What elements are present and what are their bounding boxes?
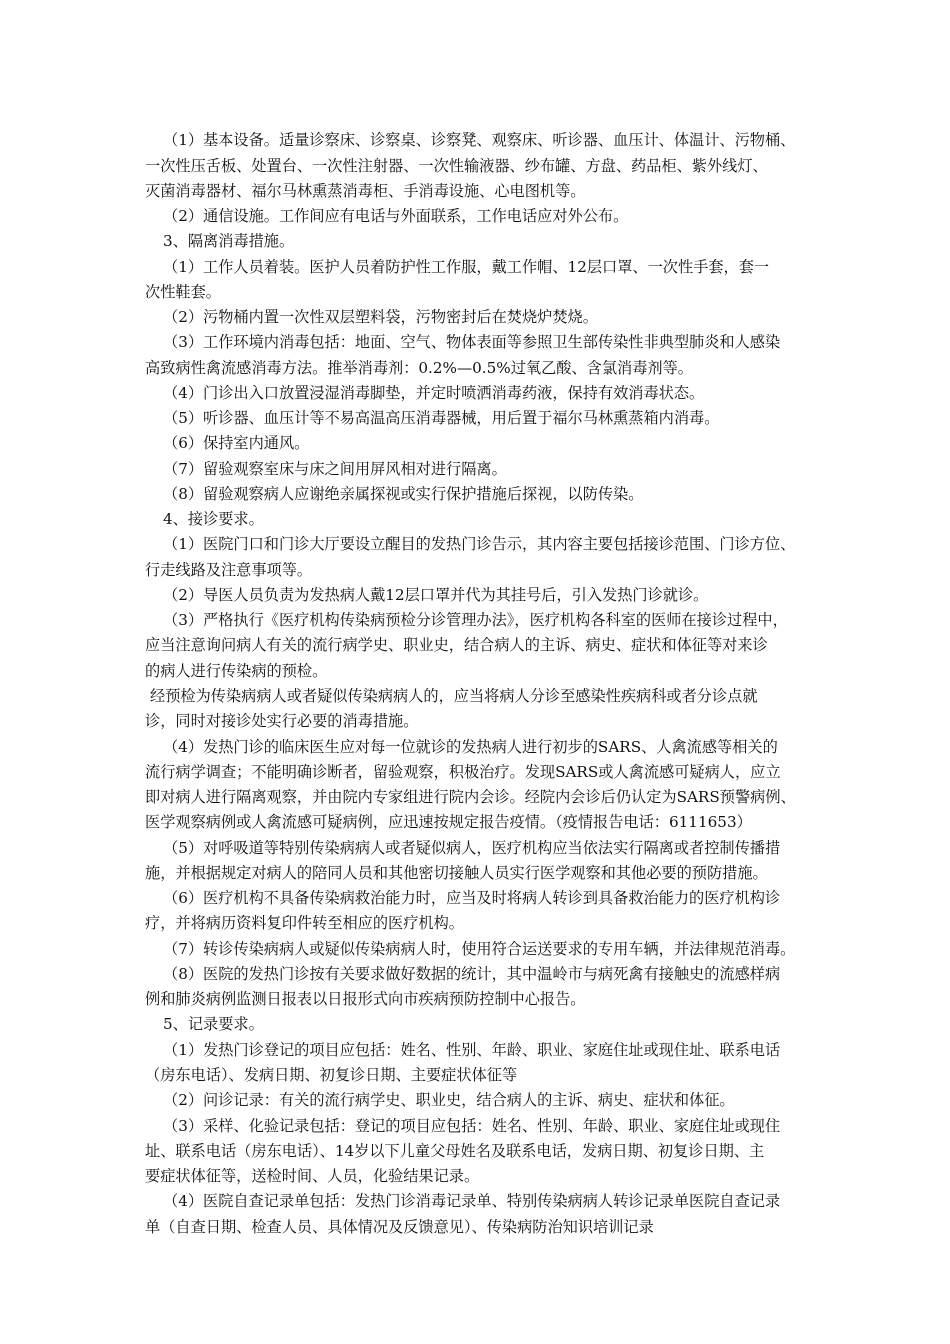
text-line: （4）发热门诊的临床医生应对每一位就诊的发热病人进行初步的SARS、人禽流感等相关的 [163,738,778,756]
text-line: （5）对呼吸道等特别传染病病人或者疑似病人，医疗机构应当依法实行隔离或者控制传播措 [163,839,781,857]
text-line: （6）医疗机构不具备传染病救治能力时，应当及时将病人转诊到具备救治能力的医疗机构诊 [163,889,781,907]
text-line: 疗，并将病历资料复印件转至相应的医疗机构。 [145,914,464,932]
text-line: （2）通信设施。工作间应有电话与外面联系，工作电话应对外公布。 [163,207,629,225]
text-line: （1）发热门诊登记的项目应包括：姓名、性别、年龄、职业、家庭住址或现住址、联系电话 [163,1041,781,1059]
text-line: 例和肺炎病例监测日报表以日报形式向市疾病预防控制中心报告。 [145,990,586,1008]
text-line: （房东电话）、发病日期、初复诊日期、主要症状体征等 [145,1066,518,1084]
text-line: （8）医院的发热门诊按有关要求做好数据的统计，其中温岭市与病死禽有接触史的流感样病 [163,965,781,983]
text-line: 应当注意询问病人有关的流行病学史、职业史，结合病人的主诉、病史、症状和体征等对来诊 [145,636,768,654]
text-line: 次性鞋套。 [145,283,221,301]
text-line: 施，并根据规定对病人的陪同人员和其他密切接触人员实行医学观察和其他必要的预防措施。 [145,864,768,882]
text-line: （2）导医人员负责为发热病人戴12层口罩并代为其挂号后，引入发热门诊就诊。 [163,586,709,604]
text-line: （2）问诊记录：有关的流行病学史、职业史，结合病人的主诉、病史、症状和体征。 [163,1091,735,1109]
text-line: 诊，同时对接诊处实行必要的消毒措施。 [145,712,419,730]
text-line: （6）保持室内通风。 [163,434,310,452]
text-line: （2）污物桶内置一次性双层塑料袋，污物密封后在焚烧炉焚烧。 [163,308,598,326]
text-line: 高致病性禽流感消毒方法。推举消毒剂：0.2%—0.5%过氧乙酸、含氯消毒剂等。 [145,359,693,377]
text-line: 要症状体征等，送检时间、人员，化验结果记录。 [145,1167,480,1185]
text-line: （7）转诊传染病病人或疑似传染病病人时，使用符合运送要求的专用车辆，并法律规范消毒。 [163,940,796,958]
text-line: （3）采样、化验记录包括：登记的项目应包括：姓名、性别、年龄、职业、家庭住址或现住 [163,1117,781,1135]
text-line: （1）医院门口和门诊大厅要设立醒目的发热门诊告示，其内容主要包括接诊范围、门诊方位、 [163,535,796,553]
section-heading: 5、记录要求。 [163,1015,264,1033]
text-line: （3）严格执行《医疗机构传染病预检分诊管理办法》，医疗机构各科室的医师在接诊过程中， [163,611,788,629]
text-line: 流行病学调查；不能明确诊断者，留验观察，积极治疗。发现SARS或人禽流感可疑病人，应立 [145,763,781,781]
text-line: （1）工作人员着装。医护人员着防护性工作服，戴工作帽、12层口罩、一次性手套，套一 [163,258,770,276]
text-line: 医学观察病例或人禽流感可疑病例，应迅速按规定报告疫情。（疫情报告电话：6111653） [145,813,752,831]
text-line: （5）听诊器、血压计等不易高温高压消毒器械，用后置于福尔马林熏蒸箱内消毒。 [163,409,720,427]
section-heading: 3、隔离消毒措施。 [163,232,295,250]
text-line: （3）工作环境内消毒包括：地面、空气、物体表面等参照卫生部传染性非典型肺炎和人感染 [163,333,781,351]
text-line: 的病人进行传染病的预检。 [145,662,328,680]
text-line: 址、联系电话（房东电话）、14岁以下儿童父母姓名及联系电话，发病日期、初复诊日期、主 [145,1142,765,1160]
text-line: 单（自查日期、检查人员、具体情况及反馈意见）、传染病防治知识培训记录 [145,1218,654,1236]
text-line: （1）基本设备。适量诊察床、诊察桌、诊察凳、观察床、听诊器、血压计、体温计、污物桶、 [163,131,796,149]
text-line: 行走线路及注意事项等。 [145,561,313,579]
text-line: （7）留验观察室床与床之间用屏风相对进行隔离。 [163,460,507,478]
text-line: 一次性压舌板、处置台、一次性注射器、一次性输液器、纱布罐、方盘、药品柜、紫外线灯、 [145,157,768,175]
text-line: （4）门诊出入口放置浸湿消毒脚垫，并定时喷洒消毒药液，保持有效消毒状态。 [163,384,705,402]
text-line: 即对病人进行隔离观察，并由院内专家组进行院内会诊。经院内会诊后仍认定为SARS预警病例、 [145,788,796,806]
section-heading: 4、接诊要求。 [163,510,264,528]
text-line: （4）医院自查记录单包括：发热门诊消毒记录单、特别传染病病人转诊记录单医院自查记录 [163,1192,781,1210]
text-line: （8）留验观察病人应谢绝亲属探视或实行保护措施后探视，以防传染。 [163,485,644,503]
text-line: 灭菌消毒器材、福尔马林熏蒸消毒柜、手消毒设施、心电图机等。 [145,182,586,200]
text-line: 经预检为传染病病人或者疑似传染病病人的，应当将病人分诊至感染性疾病科或者分诊点就 [150,687,758,705]
